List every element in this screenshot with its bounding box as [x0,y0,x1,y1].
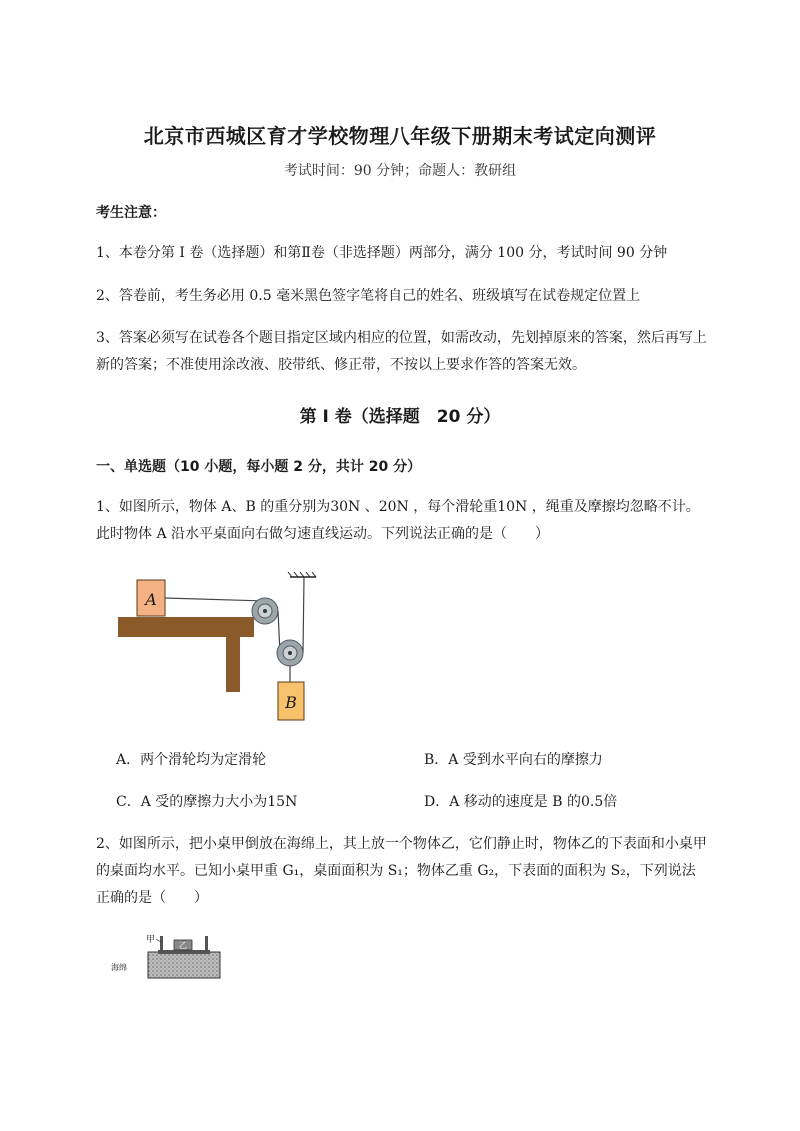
exam-info: 考试时间：90 分钟；命题人：教研组 [283,163,517,179]
question-type-heading: 一、单选题（10 小题，每小题 2 分，共计 20 分） [96,459,422,475]
question-1-stem: 1、如图所示，物体 A、B 的重分别为30N 、20N ，每个滑轮重10N ，绳重及摩擦均忽略不计。此时物体 A 沿水平桌面向右做匀速直线运动。下列说法正确的是（ ） [96,499,700,542]
table-jia-label: 甲 [146,935,156,945]
question-2-stem: 2、如图所示，把小桌甲倒放在海绵上，其上放一个物体乙，它们静止时，物体乙的下表面和小桌甲的桌面均水平。已知小桌甲重 G₁，桌面面积为 S₁；物体乙重 G₂，下表面的面积为 S₂，下列说法正确的是（ ） [96,836,707,906]
page-title: 北京市西城区育才学校物理八年级下册期末考试定向测评 [143,124,657,148]
block-a-label: A [145,590,157,609]
notice-item-2: 2、答卷前，考生务必用 0.5 毫米黑色签字笔将自己的姓名、班级填写在试卷规定位置上 [96,288,641,304]
question-1-option-c[interactable]: C．A 受的摩擦力大小为15N [116,794,298,810]
object-yi-label: 乙 [179,941,187,950]
question-1-option-b[interactable]: B．A 受到水平向右的摩擦力 [424,752,603,768]
notice-item-1: 1、本卷分第 I 卷（选择题）和第Ⅱ卷（非选择题）两部分，满分 100 分，考试时间 90 分钟 [96,245,668,261]
block-b-label: B [285,693,297,712]
table-leg [226,637,240,692]
question-2-figure [108,930,228,982]
question-1-figure [110,565,330,730]
notice-heading: 考生注意： [96,205,166,221]
table-top [118,617,254,637]
section-title: 第 I 卷（选择题 20 分） [299,407,501,427]
sponge-label: 海绵 [111,963,127,972]
notice-item-3: 3、答案必须写在试卷各个题目指定区域内相应的位置，如需改动，先划掉原来的答案，然后再写上新的答案；不准使用涂改液、胶带纸、修正带，不按以上要求作答的答案无效。 [96,330,707,373]
rope-horizontal [165,598,265,601]
sponge [148,952,220,978]
question-1-option-d[interactable]: D．A 移动的速度是 B 的0.5倍 [424,794,618,810]
question-1-option-a[interactable]: A．两个滑轮均为定滑轮 [116,752,267,768]
table-jia [158,950,210,954]
